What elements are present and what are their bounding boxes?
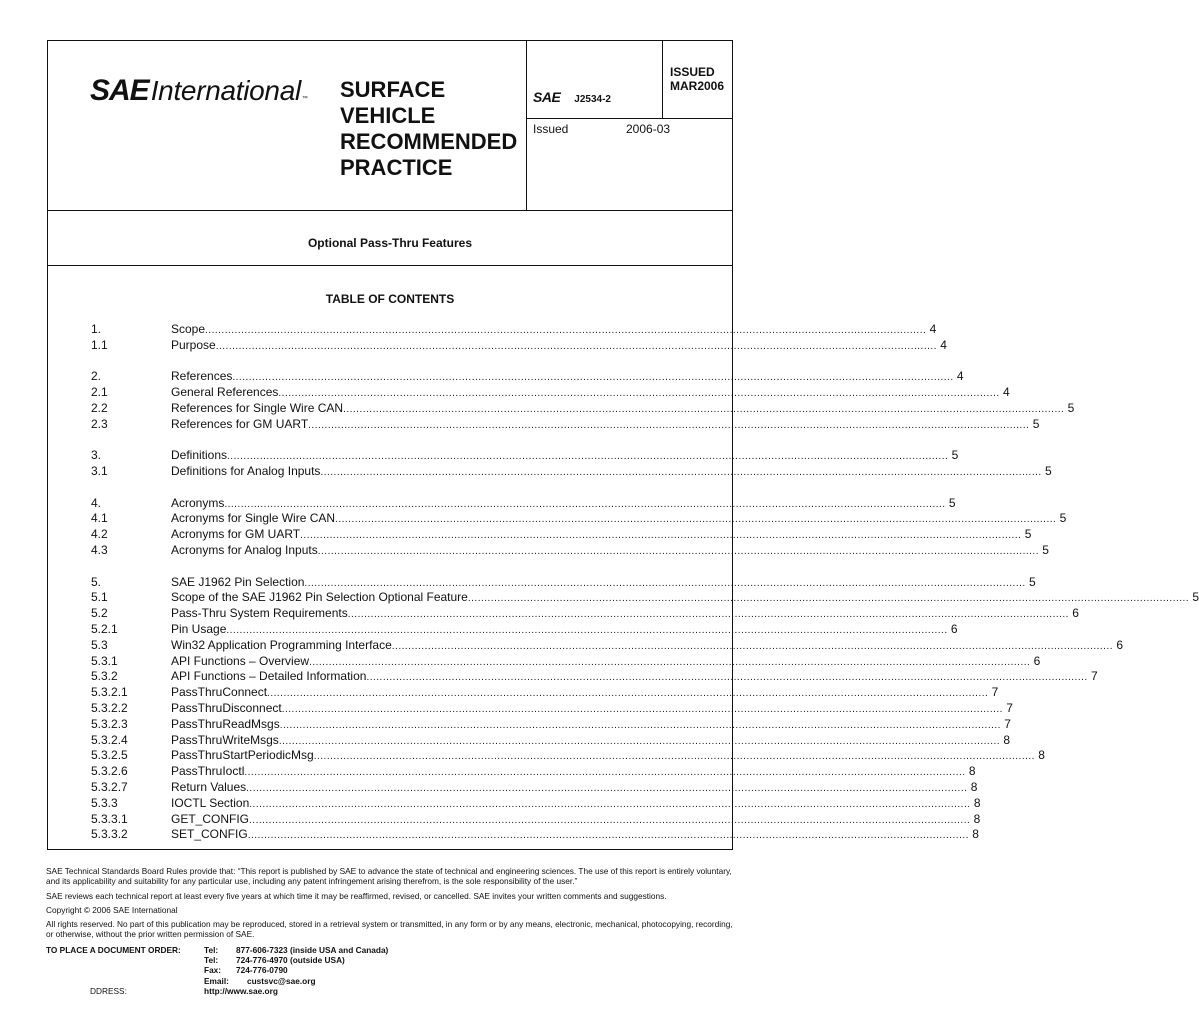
header-divider <box>48 210 732 211</box>
toc-entry-number: 4.3 <box>91 542 108 557</box>
order-label: TO PLACE A DOCUMENT ORDER: <box>46 945 181 955</box>
toc-entry-number: 5. <box>91 574 102 589</box>
toc-entry-page: 7 <box>991 685 999 700</box>
toc-leader-dots: ............................................................................................................................................................................................................................ <box>227 451 949 463</box>
toc-leader-dots: ............................................................................................................................................................................................................................ <box>244 767 966 779</box>
toc-leader-dots: ............................................................................................................................................................................................................................ <box>313 751 1035 763</box>
sae-international-logo <box>90 74 308 108</box>
toc-entry-title: Win32 Application Programming Interface <box>171 637 392 652</box>
toc-entry-page: 5 <box>1032 416 1040 431</box>
toc-heading: TABLE OF CONTENTS <box>325 292 455 306</box>
toc-entry[interactable] <box>91 683 999 700</box>
toc-entry-title: References for Single Wire CAN <box>171 400 344 415</box>
toc-entry[interactable] <box>91 336 947 352</box>
toc-entry-page: 5 <box>1042 542 1049 557</box>
toc-entry[interactable] <box>91 652 1041 668</box>
toc-entry[interactable] <box>91 541 1049 557</box>
toc-entry-page: 4 <box>929 321 937 336</box>
doc-type-line: SURFACE <box>340 77 446 102</box>
toc-leader-dots: ............................................................................................................................................................................................................................ <box>249 814 971 826</box>
toc-entry-page: 8 <box>973 811 981 826</box>
toc-entry-title: General References <box>171 384 279 399</box>
toc-entry-title: PassThruConnect <box>171 685 268 700</box>
toc-entry-page: 4 <box>1002 384 1010 399</box>
toc-entry[interactable] <box>91 415 1040 431</box>
toc-entry-number: 5.2 <box>91 606 108 621</box>
toc-entry-number: 5.3.2.3 <box>91 716 128 731</box>
toc-entry-number: 5.3.3.2 <box>91 827 128 842</box>
sae-small-logo: SAE <box>533 89 561 105</box>
toc-entry-title: Purpose <box>171 337 216 352</box>
toc-entry-page: 5 <box>1044 463 1052 478</box>
footer-rules: SAE Technical Standards Board Rules provide that: “This report is published by SAE to advance the state of technical and engineering sciences. The use of this report is entirely voluntary, and its applicability and suitability for any particular use, including any patent infringement arising therefrom, is the sole responsibility of the user.” <box>46 866 732 887</box>
toc-entry-page: 5 <box>1067 400 1075 415</box>
toc-entry-title: Pin Usage <box>171 621 227 636</box>
logo-international: International <box>150 75 301 106</box>
toc-entry-page: 6 <box>1033 653 1041 668</box>
toc-entry-number: 3.1 <box>91 463 108 478</box>
toc-entry-number: 5.1 <box>91 590 108 605</box>
toc-entry[interactable] <box>91 762 976 779</box>
toc-leader-dots: ............................................................................................................................................................................................................................ <box>347 609 1069 621</box>
toc-entry[interactable] <box>91 446 959 463</box>
toc-entry-number: 5.3.2.4 <box>91 732 128 747</box>
toc-entry-page: 5 <box>951 448 959 463</box>
toc-entry-number: 2. <box>91 369 102 384</box>
toc-leader-dots: ............................................................................................................................................................................................................................ <box>226 624 948 636</box>
issued-box <box>670 65 724 93</box>
toc-entry[interactable] <box>91 810 981 826</box>
toc-entry[interactable] <box>91 715 1011 731</box>
toc-entry-title: Acronyms for GM UART <box>171 527 301 542</box>
toc-leader-dots: ............................................................................................................................................................................................................................ <box>304 577 1026 589</box>
toc-entry-title: IOCTL Section <box>171 795 250 810</box>
toc-entry-page: 4 <box>940 337 947 352</box>
toc-entry[interactable] <box>91 320 937 336</box>
toc-entry-title: API Functions – Overview <box>171 653 310 668</box>
toc-entry-title: PassThruStartPeriodicMsg <box>171 748 314 763</box>
toc-entry[interactable] <box>91 494 956 510</box>
toc-entry-title: References for GM UART <box>171 416 309 431</box>
toc-leader-dots: ............................................................................................................................................................................................................................ <box>205 324 927 336</box>
tel-label: Tel: <box>204 945 219 955</box>
toc-entry[interactable] <box>91 778 978 794</box>
toc-entry-page: 8 <box>972 827 979 842</box>
toc-entry-number: 5.3.2.6 <box>91 764 128 779</box>
footer-review: SAE reviews each technical report at least every five years at which time it may be reaffirmed, revised, or cancelled. SAE invites your written comments and suggestions. <box>46 890 667 901</box>
toc-entry-page: 6 <box>1072 606 1079 621</box>
toc-leader-dots: ............................................................................................................................................................................................................................ <box>309 656 1031 668</box>
toc-entry[interactable] <box>91 525 1032 542</box>
document-type <box>340 77 530 181</box>
toc-leader-dots: ............................................................................................................................................................................................................................ <box>300 530 1022 542</box>
toc-entry-title: SET_CONFIG <box>171 827 248 842</box>
tel-label: Tel: <box>204 955 219 966</box>
toc-entry[interactable] <box>91 604 1079 621</box>
toc-entry-number: 5.3.2.2 <box>91 700 128 715</box>
issued-row-label: Issued <box>533 122 569 136</box>
toc-leader-dots: ............................................................................................................................................................................................................................ <box>320 466 1042 478</box>
toc-entry-title: Definitions for Analog Inputs <box>171 463 321 478</box>
toc-entry-page: 7 <box>1004 716 1011 731</box>
toc-leader-dots: ............................................................................................................................................................................................................................ <box>247 830 969 842</box>
toc-entry-number: 2.2 <box>91 400 108 415</box>
toc-entry-page: 4 <box>956 369 964 384</box>
fax-label: Fax: <box>204 965 222 976</box>
issued-box-divider <box>662 41 663 119</box>
toc-leader-dots: ............................................................................................................................................................................................................................ <box>343 403 1065 415</box>
toc-entry-title: GET_CONFIG <box>171 811 250 826</box>
toc-entry[interactable] <box>91 462 1052 478</box>
toc-entry-number: 5.3.2.7 <box>91 779 128 794</box>
issued-label: ISSUED <box>670 65 715 79</box>
toc-entry-page: 5 <box>1192 590 1199 605</box>
toc-leader-dots: ............................................................................................................................................................................................................................ <box>335 514 1057 526</box>
toc-entry-number: 4.1 <box>91 511 108 526</box>
toc-leader-dots: ............................................................................................................................................................................................................................ <box>249 798 971 810</box>
toc-entry[interactable] <box>91 826 979 842</box>
toc-entry-page: 7 <box>1090 669 1098 684</box>
docnum-box-divider <box>526 118 732 119</box>
toc-leader-dots: ............................................................................................................................................................................................................................ <box>366 672 1088 684</box>
toc-leader-dots: ............................................................................................................................................................................................................................ <box>281 703 1003 715</box>
doc-number: J2534-2 <box>574 94 611 105</box>
toc-leader-dots: ............................................................................................................................................................................................................................ <box>278 387 1000 399</box>
toc-entry-title: Pass-Thru System Requirements <box>171 606 348 621</box>
footer-copyright: Copyright © 2006 SAE International <box>46 904 178 915</box>
toc-entry-title: Definitions <box>171 448 228 463</box>
footer-rights: All rights reserved. No part of this publication may be reproduced, stored in a retrieval system or transmitted, in any form or by any means, electronic, mechanical, photocopying, recording, or otherwise, without the prior written permission of SAE. <box>46 919 733 940</box>
toc-entry-title: Acronyms <box>171 495 225 510</box>
toc-entry-page: 5 <box>1028 574 1036 589</box>
toc-entry-title: API Functions – Detailed Information <box>171 669 367 684</box>
email-link[interactable]: custsvc@sae.org <box>247 975 316 986</box>
toc-entry-title: SAE J1962 Pin Selection <box>171 574 305 589</box>
doc-type-line: VEHICLE <box>340 103 436 128</box>
toc-entry-page: 5 <box>1059 511 1067 526</box>
toc-entry-number: 4. <box>91 495 102 510</box>
toc-entry-number: 5.3.1 <box>91 653 118 668</box>
toc-entry-title: Scope <box>171 321 206 336</box>
toc-leader-dots: ............................................................................................................................................................................................................................ <box>246 782 968 794</box>
toc-entry[interactable] <box>91 510 1067 526</box>
toc-entry[interactable] <box>91 367 964 384</box>
toc-entry[interactable] <box>91 747 1045 763</box>
toc-leader-dots: ............................................................................................................................................................................................................................ <box>278 735 1001 747</box>
toc-entry[interactable] <box>91 620 958 636</box>
toc-entry-title: PassThruDisconnect <box>171 700 282 715</box>
web-link[interactable]: http://www.sae.org <box>204 985 278 996</box>
toc-entry-page: 5 <box>1024 527 1032 542</box>
toc-entry-page: 7 <box>1006 700 1013 715</box>
document-title: Optional Pass-Thru Features <box>307 236 473 250</box>
toc-entry-page: 8 <box>1003 732 1011 747</box>
document-number <box>533 89 611 105</box>
toc-entry-page: 6 <box>1116 637 1124 652</box>
toc-entry-page: 8 <box>970 779 978 794</box>
toc-entry-page: 5 <box>948 495 956 510</box>
toc-entry-number: 5.3.3.1 <box>91 811 128 826</box>
toc-entry-number: 5.3.3 <box>91 795 118 810</box>
toc-entry-number: 5.3.2 <box>91 669 118 684</box>
issued-row-date: 2006-03 <box>626 122 671 136</box>
toc-entry-number: 2.1 <box>91 384 108 399</box>
footer-notices <box>46 866 736 944</box>
toc-entry-number: 3. <box>91 448 102 463</box>
toc-entry-number: 5.2.1 <box>91 621 118 636</box>
toc-entry-number: 2.3 <box>91 416 108 431</box>
toc-leader-dots: ............................................................................................................................................................................................................................ <box>215 340 937 352</box>
toc-entry[interactable] <box>91 573 1036 589</box>
doc-type-line: PRACTICE <box>340 155 453 180</box>
toc-entry-number: 1.1 <box>91 337 108 352</box>
title-divider <box>48 265 732 266</box>
address-label: DDRESS: <box>90 986 127 996</box>
toc-entry-page: 8 <box>968 764 976 779</box>
toc-entry[interactable] <box>91 668 1098 684</box>
toc-entry-title: Acronyms for Analog Inputs <box>171 542 318 557</box>
document-frame <box>47 40 1199 850</box>
toc-entry[interactable] <box>91 731 1011 747</box>
fax-number: 724-776-0790 <box>236 965 288 976</box>
toc-leader-dots: ............................................................................................................................................................................................................................ <box>232 372 954 384</box>
toc-entry-title: Scope of the SAE J1962 Pin Selection Optional Feature <box>171 590 468 605</box>
toc-entry-title: PassThruReadMsgs <box>171 716 280 731</box>
table-of-contents <box>91 320 1199 842</box>
toc-leader-dots: ............................................................................................................................................................................................................................ <box>267 688 989 700</box>
toc-entry-number: 1. <box>91 321 102 336</box>
issued-row <box>533 122 671 136</box>
toc-entry[interactable] <box>91 589 1199 605</box>
toc-leader-dots: ............................................................................................................................................................................................................................ <box>308 419 1030 431</box>
tel-outside: 724-776-4970 (outside USA) <box>236 955 345 966</box>
logo-sae: SAE <box>90 74 149 107</box>
email-label: Email: <box>204 975 229 986</box>
issued-date: MAR2006 <box>670 79 725 93</box>
toc-leader-dots: ............................................................................................................................................................................................................................ <box>279 719 1001 731</box>
toc-leader-dots: ............................................................................................................................................................................................................................ <box>467 593 1190 605</box>
toc-leader-dots: ............................................................................................................................................................................................................................ <box>391 640 1114 652</box>
doc-type-line: RECOMMENDED <box>340 129 518 154</box>
toc-entry[interactable] <box>91 383 1010 399</box>
toc-entry-number: 5.3.2.5 <box>91 748 128 763</box>
toc-entry-number: 5.3.2.1 <box>91 685 128 700</box>
toc-entry-number: 4.2 <box>91 527 108 542</box>
toc-leader-dots: ............................................................................................................................................................................................................................ <box>317 545 1039 557</box>
toc-entry-page: 6 <box>950 621 958 636</box>
toc-leader-dots: ............................................................................................................................................................................................................................ <box>224 498 946 510</box>
toc-entry-number: 5.3 <box>91 637 108 652</box>
toc-entry-title: PassThruIoctl <box>171 764 245 779</box>
toc-entry-title: References <box>171 369 233 384</box>
toc-entry-page: 8 <box>973 795 981 810</box>
toc-entry[interactable] <box>91 699 1013 715</box>
toc-entry[interactable] <box>91 399 1075 415</box>
toc-entry[interactable] <box>91 636 1124 652</box>
tel-inside: 877-606-7323 (inside USA and Canada) <box>236 945 389 955</box>
toc-entry-title: Acronyms for Single Wire CAN <box>171 511 336 526</box>
toc-entry-title: Return Values <box>171 779 247 794</box>
toc-entry[interactable] <box>91 794 981 810</box>
logo-trademark: ™ <box>301 96 308 102</box>
toc-entry-title: PassThruWriteMsgs <box>171 732 279 747</box>
toc-entry-page: 8 <box>1038 748 1045 763</box>
